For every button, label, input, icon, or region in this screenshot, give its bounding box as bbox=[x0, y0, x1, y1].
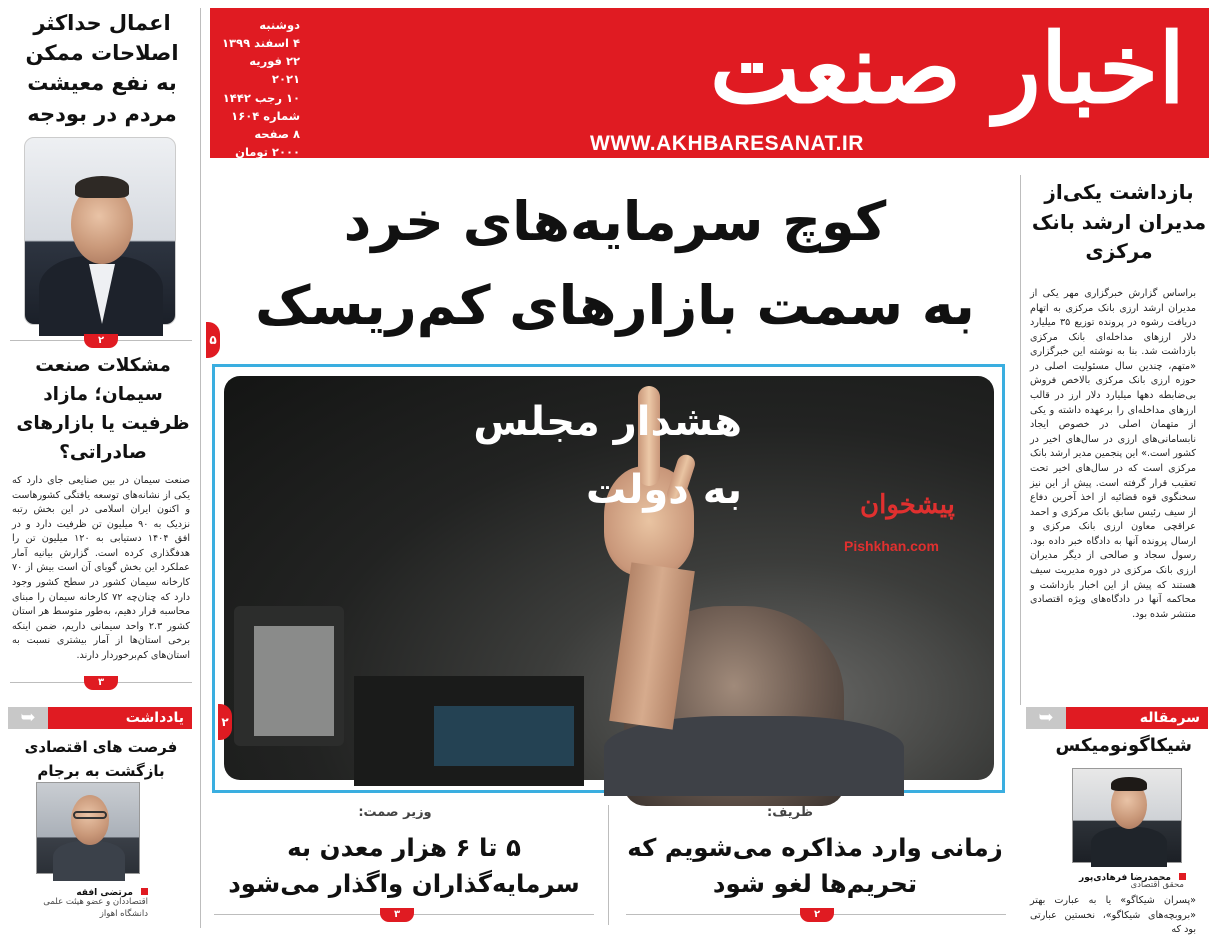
right-headline[interactable]: بازداشت یکی‌از مدیران ارشد بانک مرکزی bbox=[1031, 180, 1207, 264]
editorial-label: سرمقاله bbox=[1066, 707, 1208, 729]
newspaper-logo: اخبار صنعت bbox=[709, 12, 1185, 125]
bottom-left-headline[interactable]: ۵ تا ۶ هزار معدن به سرمایه‌گذاران واگذار می‌شود bbox=[228, 833, 580, 899]
page-badge-left-subhead[interactable]: ۳ bbox=[84, 676, 118, 690]
left-headline[interactable]: اعمال حداکثر اصلاحات ممکن به نفع معیشت مردم در بودجه bbox=[25, 11, 179, 126]
arrow-icon: ➥ bbox=[1038, 707, 1054, 728]
issue-date-lunar: ۱۰ رجب ۱۴۴۲ bbox=[222, 90, 300, 105]
editorial-body: «پسران شیکاگو» یا به عبارت بهتر «بروبچه‌های شیکاگو»، نخستین عبارتی بود که bbox=[1030, 895, 1196, 936]
column-divider-left bbox=[200, 8, 201, 928]
page-badge-bottom-right[interactable]: ۲ bbox=[800, 908, 834, 922]
bottom-right-kicker: ظریف: bbox=[767, 805, 813, 820]
opinion-label: یادداشت bbox=[48, 707, 192, 729]
issue-date-solar: ۴ اسفند ۱۳۹۹ bbox=[222, 36, 300, 51]
editorial-author-name: محمدرضا فرهادی‌پور bbox=[1079, 873, 1171, 883]
main-headline-line1: کوچ سرمایه‌های خرد bbox=[343, 190, 887, 253]
website-url[interactable]: WWW.AKHBARESANAT.IR bbox=[590, 132, 864, 155]
photo-caption-line2: به دولت bbox=[586, 467, 742, 513]
opinion-author-role: اقتصاددان و عضو هیئت علمی دانشگاه اهواز bbox=[43, 897, 148, 920]
column-divider-right bbox=[1020, 175, 1021, 705]
main-headline-line2: به سمت بازارهای کم‌ریسک bbox=[255, 273, 975, 337]
main-headline[interactable] bbox=[210, 180, 1020, 347]
photo-afghe bbox=[36, 782, 140, 874]
arrow-icon: ➥ bbox=[20, 707, 36, 728]
photo-caption[interactable] bbox=[473, 388, 742, 524]
issue-number: شماره ۱۶۰۴ bbox=[231, 108, 300, 123]
opinion-title[interactable]: فرصت های اقتصادی بازگشت به برجام bbox=[24, 738, 178, 780]
editorial-label-arrow bbox=[1026, 707, 1066, 729]
bottom-left-kicker: وزیر صمت: bbox=[358, 805, 432, 820]
left-article-body: صنعت سیمان در بین صنایعی جای دارد که یکی از نشانه‌های توسعه یافتگی کشورهاست و اکنون ایران اسلامی در این بخش رتبه نزدیک به ۹۰ میلیون تن ظرفیت دارد و در افق ۱۴۰۴ دستیابی به ۱۲۰ میلیون تن را هدفگذاری کرده است. گزارش بیانیه آمار عملکرد این بخش گویای آن است بیش از ۷۰ کارخانه سیمان کشور در سطح کشور وجود دارد که چنان‌چه ۷۲ کارخانه سیمان را مبنای محاسبه قرار دهیم، به‌طور متوسط هر استان کشور ۲.۳ واحد سیمانی داریم، ضمن اینکه برخی استان‌ها از آمار بیشتری نسبت به استان‌های کم‌برخوردار دارند. bbox=[12, 475, 191, 661]
photo-qalibaf bbox=[24, 137, 176, 325]
page-badge-left-headline[interactable]: ۲ bbox=[84, 334, 118, 348]
right-article-body: براساس گزارش خبرگزاری مهر یکی از مدیران ارشد ارزی بانک مرکزی به اتهام دریافت رشوه در پرونده توزیع ۳۵ میلیارد دلار ارزهای مداخله‌ای بانک مرکزی بازداشت شد. بنا به نوشته این خبرگزاری «متهم، چندین سال مسئولیت اصلی در حوزه ارزی بانک مرکزی بالاخص فروش بی‌ضابطه دهها میلیارد دلار ارز در قالب ارزهای مداخله‌ای را برعهده داشته و یکی از متهمان اصلی در خصوص ایجاد نابسامانی‌های ارزی در سال‌های اخیر در کشور است.» این پنجمین مدیر ارشد بانک مرکزی است که در سال‌های اخیر تحت تعقیب قرار گرفته است. پیش از این نیز سخنگوی قوه قضائیه از اخذ آخرین دفاع از سیف رئیس سابق بانک مرکزی و احمد عراقچی معاون ارزی بانک مرکزی و ارسال پرونده آنها به دادگاه خبر داده بود. رسول سجاد و صالحی از دیگر مدیران ارزی بانک مرکزی در دوره مدیریت سیف هستند که پیش از این اخبار بازداشت و محاکمه آنها در دادگاه‌های ویژه اقتصادی منتشر شده بود. bbox=[1030, 288, 1197, 620]
page-marker-main-headline[interactable]: ۵ bbox=[206, 322, 220, 358]
photo-caption-line1: هشدار مجلس bbox=[473, 399, 742, 445]
left-subhead[interactable]: مشکلات صنعت سیمان؛ مازاد ظرفیت یا بازارهای صادراتی؟ bbox=[16, 355, 190, 463]
bottom-divider bbox=[608, 805, 609, 925]
watermark-url: Pishkhan.com bbox=[844, 538, 939, 554]
issue-day: دوشنبه bbox=[259, 18, 300, 32]
opinion-label-arrow bbox=[8, 707, 48, 729]
page-badge-bottom-left[interactable]: ۳ bbox=[380, 908, 414, 922]
issue-info bbox=[220, 16, 300, 161]
opinion-author-name: مرتضی افقه bbox=[76, 888, 133, 898]
editorial-author-role: محقق اقتصادی bbox=[1130, 880, 1184, 890]
editorial-title[interactable]: شیکاگونومیکس bbox=[1055, 735, 1192, 756]
issue-date-gregorian: ۲۲ فوریه ۲۰۲۱ bbox=[249, 54, 300, 87]
photo-farhadi bbox=[1072, 768, 1182, 863]
bullet-icon bbox=[141, 888, 148, 895]
bottom-right-headline[interactable]: زمانی وارد مذاکره می‌شویم که تحریم‌ها لغو شود bbox=[627, 833, 1003, 899]
issue-price: ۲۰۰۰ تومان bbox=[235, 145, 300, 160]
page-marker-photo[interactable]: ۲ bbox=[218, 704, 232, 740]
issue-pages: ۸ صفحه bbox=[254, 126, 300, 141]
masthead bbox=[210, 8, 1209, 158]
watermark-logo-fa: پیشخوان bbox=[860, 490, 955, 520]
